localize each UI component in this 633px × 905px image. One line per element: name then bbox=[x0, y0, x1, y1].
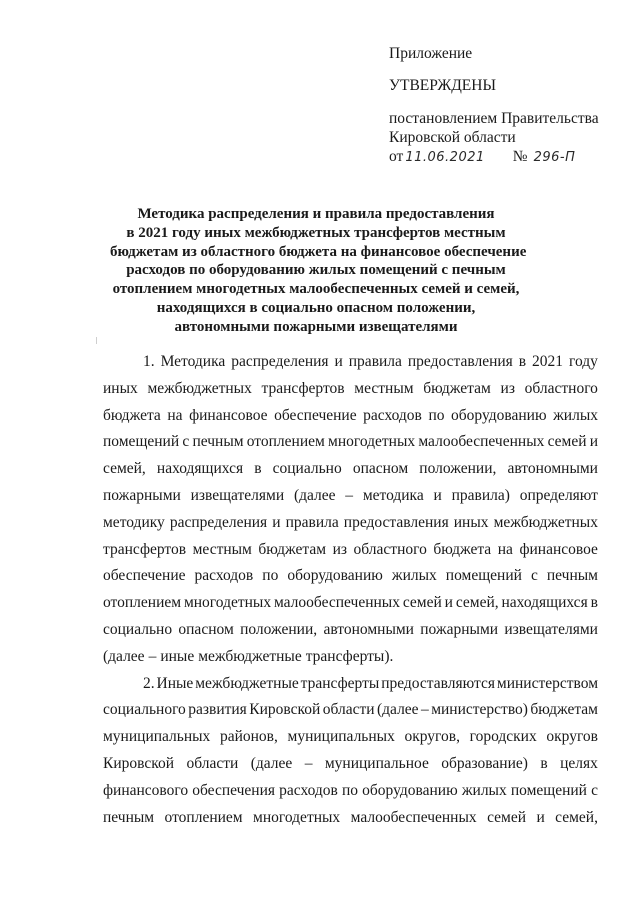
word: предоставляются bbox=[381, 674, 495, 692]
word: и bbox=[536, 808, 545, 826]
word: методику bbox=[103, 513, 165, 531]
word: трансферты). bbox=[305, 647, 394, 665]
word: области bbox=[186, 754, 239, 772]
word: министерством bbox=[496, 674, 598, 692]
word: оборудованию bbox=[362, 781, 458, 799]
word: правила bbox=[348, 353, 402, 370]
title-line: отоплением многодетных малообеспеченных семей и семей, bbox=[112, 281, 520, 298]
text-line bbox=[103, 483, 598, 510]
word: с bbox=[591, 781, 598, 799]
word: автономными bbox=[323, 620, 414, 638]
word: муниципальное bbox=[324, 754, 429, 772]
word: обеспечения bbox=[192, 781, 276, 799]
word: 2021 bbox=[532, 353, 564, 370]
word: финансового bbox=[103, 781, 189, 799]
word: образование) bbox=[441, 754, 528, 772]
word: бюджетам bbox=[423, 379, 491, 397]
text-line bbox=[103, 751, 598, 778]
word: в bbox=[518, 353, 527, 370]
word: Кировской bbox=[103, 754, 175, 772]
word: из bbox=[332, 540, 347, 558]
word: бюджетам bbox=[258, 540, 327, 558]
text-line bbox=[103, 563, 598, 590]
word: иные bbox=[160, 647, 195, 665]
word: (далее bbox=[250, 754, 293, 772]
word: помещений bbox=[103, 433, 180, 451]
word: муниципальных bbox=[103, 728, 211, 746]
word: местным bbox=[192, 540, 252, 558]
word: по bbox=[342, 781, 359, 799]
word: расходов bbox=[194, 567, 254, 585]
word: находящихся bbox=[501, 594, 588, 612]
word: предоставления bbox=[343, 513, 449, 531]
word: на bbox=[497, 540, 513, 558]
word: областного bbox=[524, 379, 598, 397]
text-line bbox=[103, 778, 598, 805]
word: трансфертов bbox=[103, 540, 187, 558]
word: многодетных bbox=[328, 433, 416, 451]
word: оборудованию bbox=[287, 567, 383, 585]
word: бюджета bbox=[433, 540, 492, 558]
word: отоплением bbox=[246, 433, 325, 451]
word: муниципальных bbox=[287, 728, 395, 746]
word: извещателями bbox=[504, 620, 598, 638]
word: – bbox=[148, 647, 157, 665]
resolution-block bbox=[389, 109, 629, 167]
from-label: от bbox=[389, 148, 404, 165]
word: министерство) bbox=[431, 701, 528, 719]
title-line: бюджетам из областного бюджета на финансовое обеспечение bbox=[110, 243, 527, 260]
text-line bbox=[103, 805, 598, 832]
word: многодетных bbox=[253, 808, 341, 826]
text-line bbox=[103, 724, 598, 751]
text-line bbox=[103, 349, 598, 376]
appendix-label: Приложение bbox=[389, 45, 473, 62]
word: бюджетам bbox=[530, 701, 598, 719]
word: печным bbox=[192, 433, 244, 451]
word: определяют bbox=[519, 486, 598, 504]
word: оборудованию bbox=[451, 406, 547, 424]
word: социально bbox=[272, 460, 342, 478]
title-line: Методика распределения и правила предоставления bbox=[137, 206, 495, 222]
word: в bbox=[540, 754, 548, 772]
word: иных bbox=[453, 513, 489, 531]
text-line bbox=[103, 429, 598, 456]
word: в bbox=[590, 594, 598, 612]
word: правила) bbox=[451, 486, 510, 504]
word: отоплением bbox=[103, 594, 182, 612]
word: обеспечение bbox=[103, 567, 186, 585]
resolution-line-1: постановлением Правительства bbox=[389, 110, 599, 127]
word: финансовое bbox=[189, 406, 268, 424]
document-title bbox=[110, 205, 527, 337]
word: правила bbox=[285, 513, 339, 531]
word: из bbox=[500, 379, 515, 397]
word: и bbox=[433, 486, 442, 504]
word: обеспечение bbox=[274, 406, 357, 424]
text-line bbox=[103, 671, 598, 698]
word: и bbox=[272, 513, 281, 531]
word: округов, bbox=[404, 728, 460, 746]
word: положении, bbox=[419, 460, 497, 478]
word: распределения bbox=[231, 353, 329, 370]
word: межбюджетных bbox=[147, 379, 252, 397]
word: по bbox=[262, 567, 279, 585]
word: межбюджетные bbox=[195, 674, 299, 692]
word: с bbox=[182, 433, 190, 451]
document-body bbox=[103, 349, 598, 831]
handwritten-number: 296-П bbox=[533, 150, 576, 165]
word: печным bbox=[546, 567, 598, 585]
word: 1. bbox=[143, 353, 155, 370]
word: печным bbox=[103, 808, 155, 826]
word: автономными bbox=[507, 460, 598, 478]
word: Иные bbox=[156, 674, 194, 692]
resolution-line-2: Кировской области bbox=[389, 129, 516, 146]
text-line bbox=[103, 537, 598, 564]
text-line bbox=[103, 403, 598, 430]
word: семей, bbox=[103, 460, 146, 478]
word: социально bbox=[103, 620, 173, 638]
word: помещений bbox=[445, 567, 522, 585]
title-line: в 2021 году иных межбюджетных трансфертов местным bbox=[126, 224, 506, 241]
word: финансовое bbox=[519, 540, 598, 558]
word: пожарными bbox=[420, 620, 499, 638]
word: местным bbox=[354, 379, 414, 397]
word: предоставления bbox=[407, 353, 513, 370]
word: малообеспеченных bbox=[350, 808, 477, 826]
word: жилых bbox=[391, 567, 437, 585]
word: городских bbox=[469, 728, 537, 746]
word: семей bbox=[487, 808, 526, 826]
word: с bbox=[530, 567, 538, 585]
word: положении, bbox=[240, 620, 318, 638]
word: в bbox=[254, 460, 262, 478]
word: находящихся bbox=[156, 460, 244, 478]
word: – bbox=[345, 486, 354, 504]
text-line bbox=[103, 456, 598, 483]
word: семей, bbox=[455, 594, 499, 612]
word: семей, bbox=[555, 808, 598, 826]
word: 2. bbox=[143, 674, 155, 692]
word: жилых bbox=[461, 781, 507, 799]
word: развития bbox=[188, 701, 247, 719]
approval-block bbox=[389, 44, 629, 167]
word: семей bbox=[547, 433, 587, 451]
word: извещателями bbox=[190, 486, 285, 504]
title-line: автономными пожарными извещателями bbox=[174, 318, 458, 335]
word: межбюджетных bbox=[493, 513, 598, 531]
word: малообеспеченных bbox=[273, 594, 400, 612]
word: (далее bbox=[293, 486, 336, 504]
scan-mark bbox=[96, 337, 97, 344]
text-line bbox=[103, 617, 598, 644]
word: и bbox=[334, 353, 343, 370]
text-line bbox=[103, 376, 598, 403]
approved-label: УТВЕРЖДЕНЫ bbox=[389, 77, 496, 94]
word: Кировской bbox=[249, 701, 321, 719]
word: – bbox=[304, 754, 313, 772]
text-line bbox=[103, 510, 598, 537]
word: жилых bbox=[553, 406, 598, 424]
title-line: находящихся в социально опасном положении, bbox=[156, 299, 476, 316]
word: области bbox=[322, 701, 375, 719]
paragraph-1 bbox=[103, 349, 598, 671]
word: малообеспеченных bbox=[418, 433, 545, 451]
word: трансфертов bbox=[261, 379, 345, 397]
title-line: расходов по оборудованию жилых помещений с печным bbox=[126, 262, 506, 279]
text-line bbox=[103, 590, 598, 617]
word: отоплением bbox=[164, 808, 243, 826]
word: по bbox=[428, 406, 445, 424]
word: распределения bbox=[169, 513, 268, 531]
text-line bbox=[103, 697, 598, 724]
word: (далее bbox=[377, 701, 419, 719]
paragraph-2 bbox=[103, 671, 598, 832]
word: районов, bbox=[219, 728, 278, 746]
word: помещений bbox=[510, 781, 587, 799]
date-number-row bbox=[389, 147, 629, 167]
word: округов bbox=[546, 728, 598, 746]
word: Методика bbox=[160, 353, 226, 370]
word: и bbox=[589, 433, 598, 451]
word: опасном bbox=[352, 460, 409, 478]
word: – bbox=[421, 701, 429, 719]
word: иных bbox=[103, 379, 138, 397]
word: областного bbox=[353, 540, 427, 558]
word: пожарными bbox=[103, 486, 181, 504]
word: году bbox=[568, 353, 598, 370]
word: (далее bbox=[103, 647, 145, 665]
number-label: № bbox=[512, 148, 528, 165]
word: и bbox=[444, 594, 453, 612]
word: опасном bbox=[178, 620, 234, 638]
word: семей bbox=[402, 594, 442, 612]
word: многодетных bbox=[183, 594, 272, 612]
word: межбюджетные bbox=[198, 647, 302, 665]
word: бюджета bbox=[103, 406, 161, 424]
word: на bbox=[167, 406, 183, 424]
text-line bbox=[103, 644, 598, 671]
word: трансферты bbox=[300, 674, 380, 692]
word: расходов bbox=[279, 781, 338, 799]
word: методика bbox=[362, 486, 424, 504]
word: социального bbox=[103, 701, 186, 719]
handwritten-date: 11.06.2021 bbox=[405, 150, 485, 165]
word: целях bbox=[560, 754, 598, 772]
word: расходов bbox=[363, 406, 422, 424]
